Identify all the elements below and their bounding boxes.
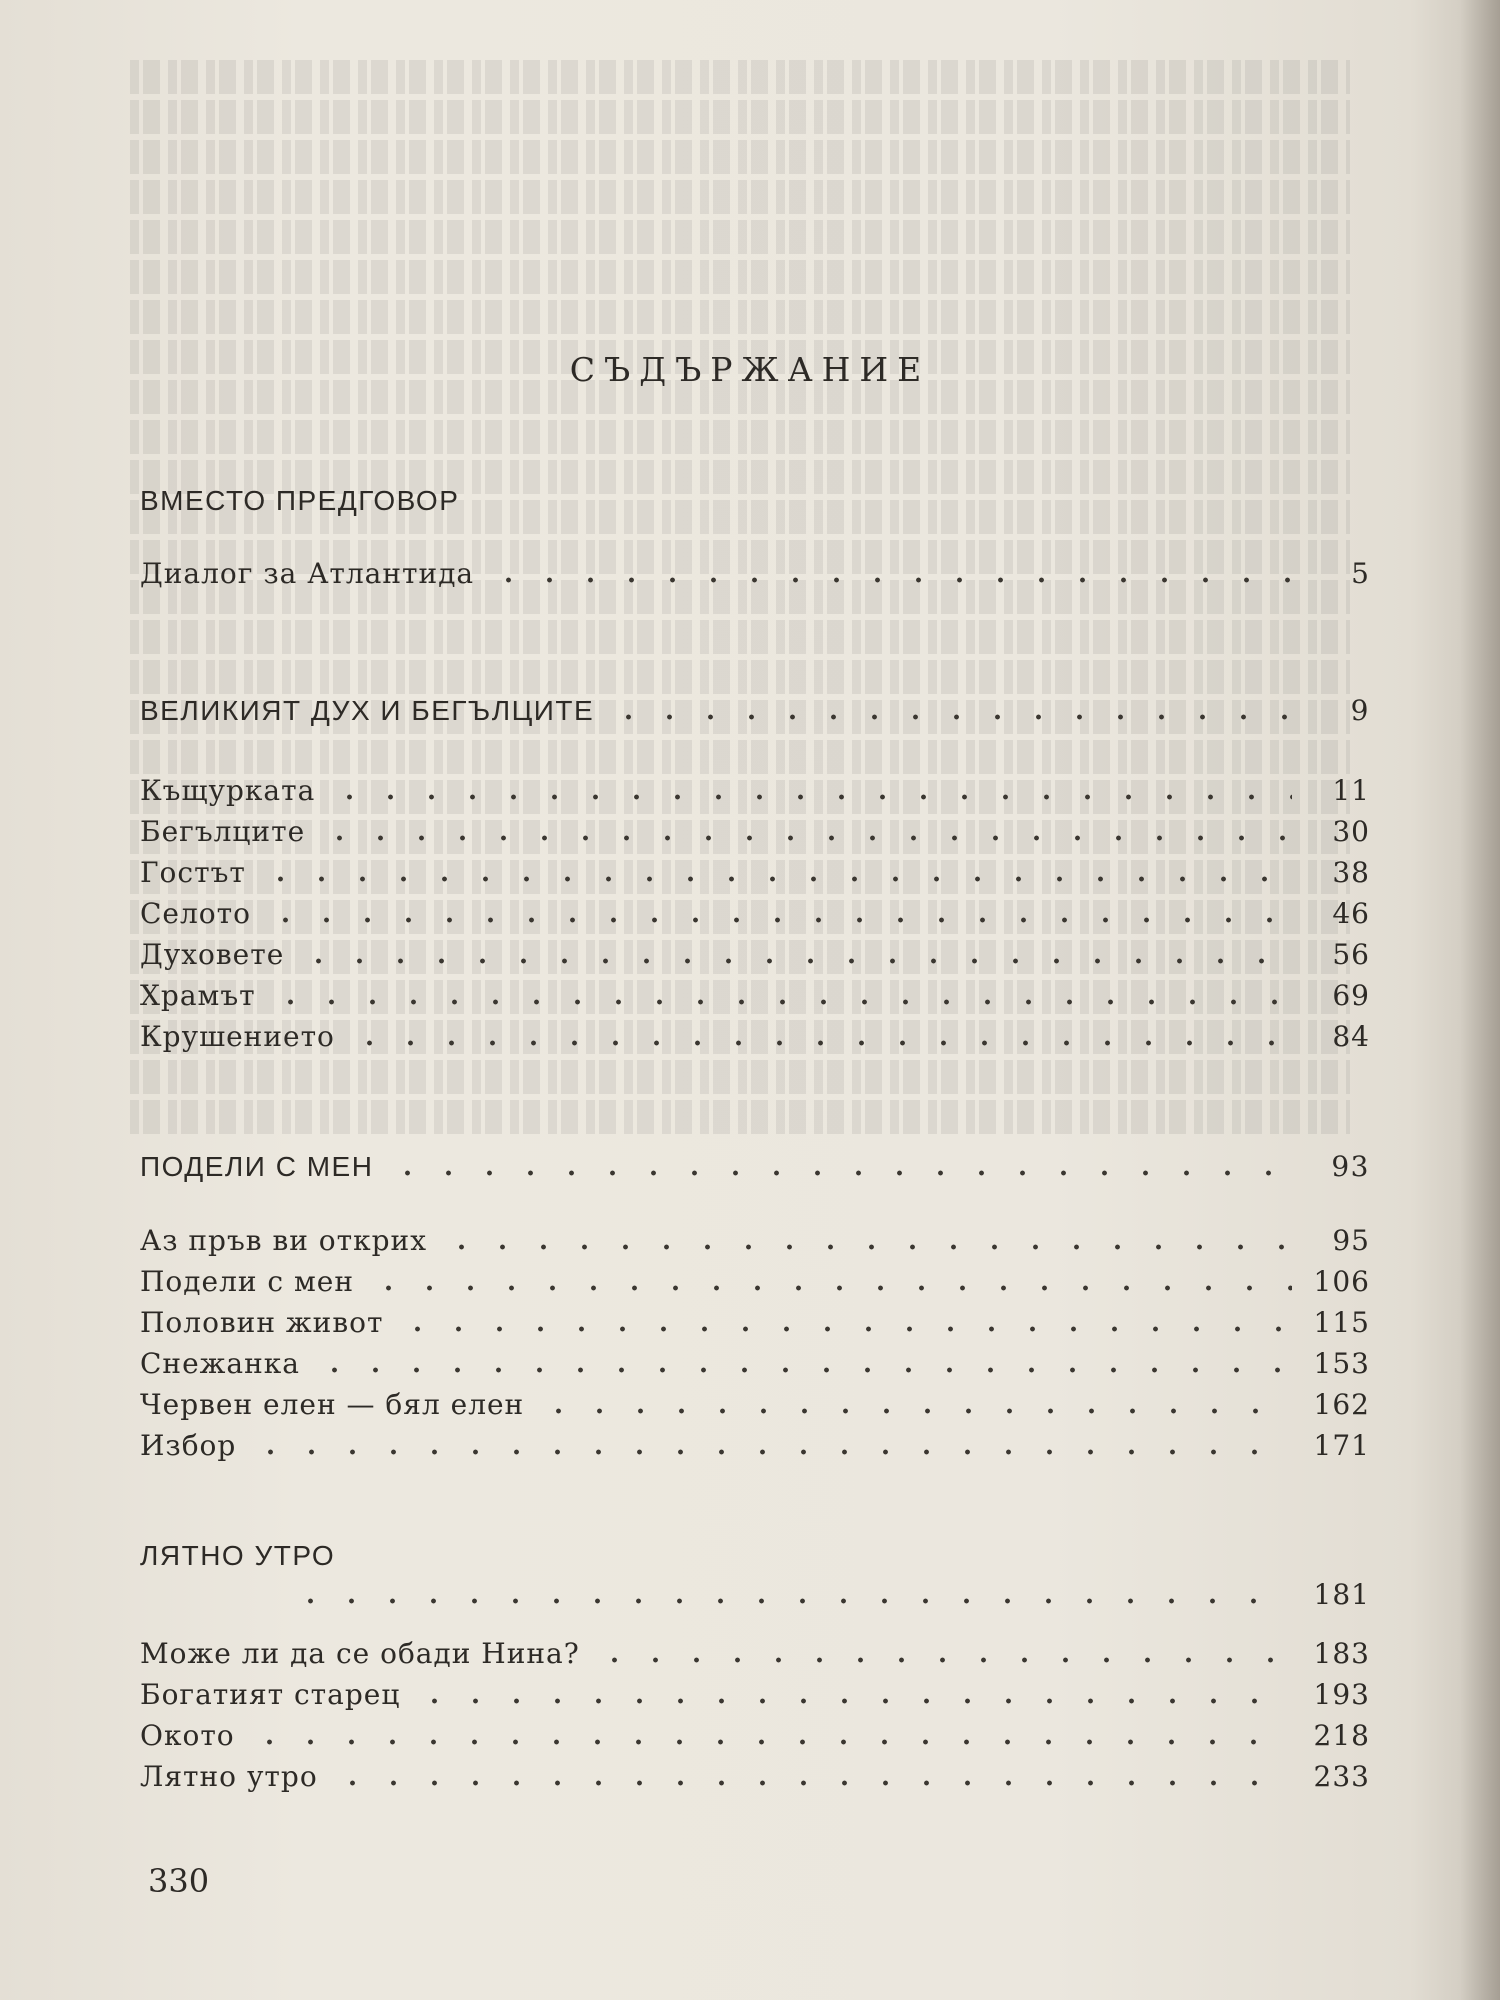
entry-title: Къщурката — [140, 774, 316, 807]
toc-entry — [140, 1760, 1370, 1801]
entry-page: 84 — [1332, 1020, 1370, 1053]
section-heading-label: ВЕЛИКИЯТ ДУХ И БЕГЪЛЦИТЕ — [140, 695, 595, 726]
entry-page: 56 — [1332, 938, 1370, 971]
section-heading-page: 9 — [1350, 694, 1370, 727]
entry-page: 95 — [1332, 1224, 1370, 1257]
section-heading — [140, 1150, 1370, 1194]
toc-section — [140, 1540, 1370, 1801]
entry-title: Аз пръв ви открих — [140, 1224, 427, 1257]
entry-page: 162 — [1313, 1388, 1370, 1421]
section-heading-leader-row — [140, 1578, 1370, 1619]
dot-leader — [488, 577, 1292, 583]
toc-entry — [140, 557, 1370, 598]
toc-entry — [140, 1347, 1370, 1388]
dot-leader — [387, 1170, 1292, 1176]
entry-page: 69 — [1332, 979, 1370, 1012]
entry-page: 106 — [1313, 1265, 1370, 1298]
entry-title: Храмът — [140, 979, 256, 1012]
toc-entry — [140, 1637, 1370, 1678]
dot-leader — [260, 876, 1292, 882]
entry-title: Бегълците — [140, 815, 306, 848]
dot-leader — [314, 1367, 1292, 1373]
section-heading-label: ПОДЕЛИ С МЕН — [140, 1151, 374, 1182]
toc-entry-list — [140, 1224, 1370, 1470]
section-heading — [140, 694, 1370, 738]
entry-title: Селото — [140, 897, 251, 930]
entry-page: 30 — [1332, 815, 1370, 848]
dot-leader — [249, 1739, 1292, 1745]
dot-leader — [250, 1449, 1292, 1455]
entry-page: 233 — [1313, 1760, 1370, 1793]
page-edge-shadow — [1460, 0, 1500, 2000]
toc-entry — [140, 1306, 1370, 1347]
entry-title: Подели с мен — [140, 1265, 355, 1298]
dot-leader — [298, 958, 1292, 964]
dot-leader — [332, 1780, 1292, 1786]
toc-entry — [140, 815, 1370, 856]
entry-page: 171 — [1313, 1429, 1370, 1462]
entry-page: 153 — [1313, 1347, 1370, 1380]
entry-title: Може ли да се обади Нина? — [140, 1637, 580, 1670]
dot-leader — [414, 1698, 1292, 1704]
toc-entry — [140, 1224, 1370, 1265]
toc-entry — [140, 979, 1370, 1020]
toc-entry — [140, 1719, 1370, 1760]
entry-title: Богатият старец — [140, 1678, 401, 1711]
entry-title: Крушението — [140, 1020, 335, 1053]
page-number: 330 — [148, 1862, 210, 1900]
dot-leader — [594, 1657, 1292, 1663]
toc-entry — [140, 1678, 1370, 1719]
entry-title: Диалог за Атлантида — [140, 557, 475, 590]
entry-title: Червен елен — бял елен — [140, 1388, 525, 1421]
toc-section — [140, 485, 1370, 598]
dot-leader — [538, 1408, 1292, 1414]
toc-entry — [140, 938, 1370, 979]
section-heading-label: ВМЕСТО ПРЕДГОВОР — [140, 485, 460, 516]
toc-entry-list — [140, 1637, 1370, 1801]
toc-section — [140, 1150, 1370, 1470]
toc-entry — [140, 897, 1370, 938]
entry-title: Гостът — [140, 856, 246, 889]
entry-page: 5 — [1351, 557, 1370, 590]
toc-entry — [140, 1388, 1370, 1429]
dot-leader — [270, 999, 1292, 1005]
section-heading-label: ЛЯТНО УТРО — [140, 1540, 336, 1571]
entry-page: 218 — [1313, 1719, 1370, 1752]
page-title: СЪДЪРЖАНИЕ — [569, 350, 931, 389]
toc-entry-list — [140, 774, 1370, 1061]
entry-page: 11 — [1332, 774, 1370, 807]
entry-page: 193 — [1313, 1678, 1370, 1711]
toc-entry — [140, 1265, 1370, 1306]
dot-leader — [265, 917, 1292, 923]
dot-leader — [319, 835, 1292, 841]
dot-leader — [441, 1244, 1292, 1250]
entry-page: 46 — [1332, 897, 1370, 930]
dot-leader — [608, 714, 1292, 720]
entry-page: 115 — [1313, 1306, 1370, 1339]
entry-title: Окото — [140, 1719, 235, 1752]
entry-page: 38 — [1332, 856, 1370, 889]
dot-leader — [329, 794, 1292, 800]
dot-leader — [349, 1040, 1292, 1046]
entry-title: Снежанка — [140, 1347, 300, 1380]
entry-title: Духовете — [140, 938, 285, 971]
dot-leader — [290, 1598, 1292, 1604]
entry-title: Избор — [140, 1429, 237, 1462]
toc-entry — [140, 1020, 1370, 1061]
toc-entry — [140, 774, 1370, 815]
toc-entry — [140, 856, 1370, 897]
toc-section — [140, 694, 1370, 1061]
entry-title: Лятно утро — [140, 1760, 318, 1793]
entry-title: Половин живот — [140, 1306, 384, 1339]
toc-entry — [140, 1429, 1370, 1470]
section-heading-page: 181 — [1313, 1578, 1370, 1611]
dot-leader — [397, 1326, 1292, 1332]
entry-page: 183 — [1313, 1637, 1370, 1670]
dot-leader — [368, 1285, 1292, 1291]
section-heading-page: 93 — [1331, 1150, 1370, 1183]
section-heading — [140, 485, 1370, 529]
